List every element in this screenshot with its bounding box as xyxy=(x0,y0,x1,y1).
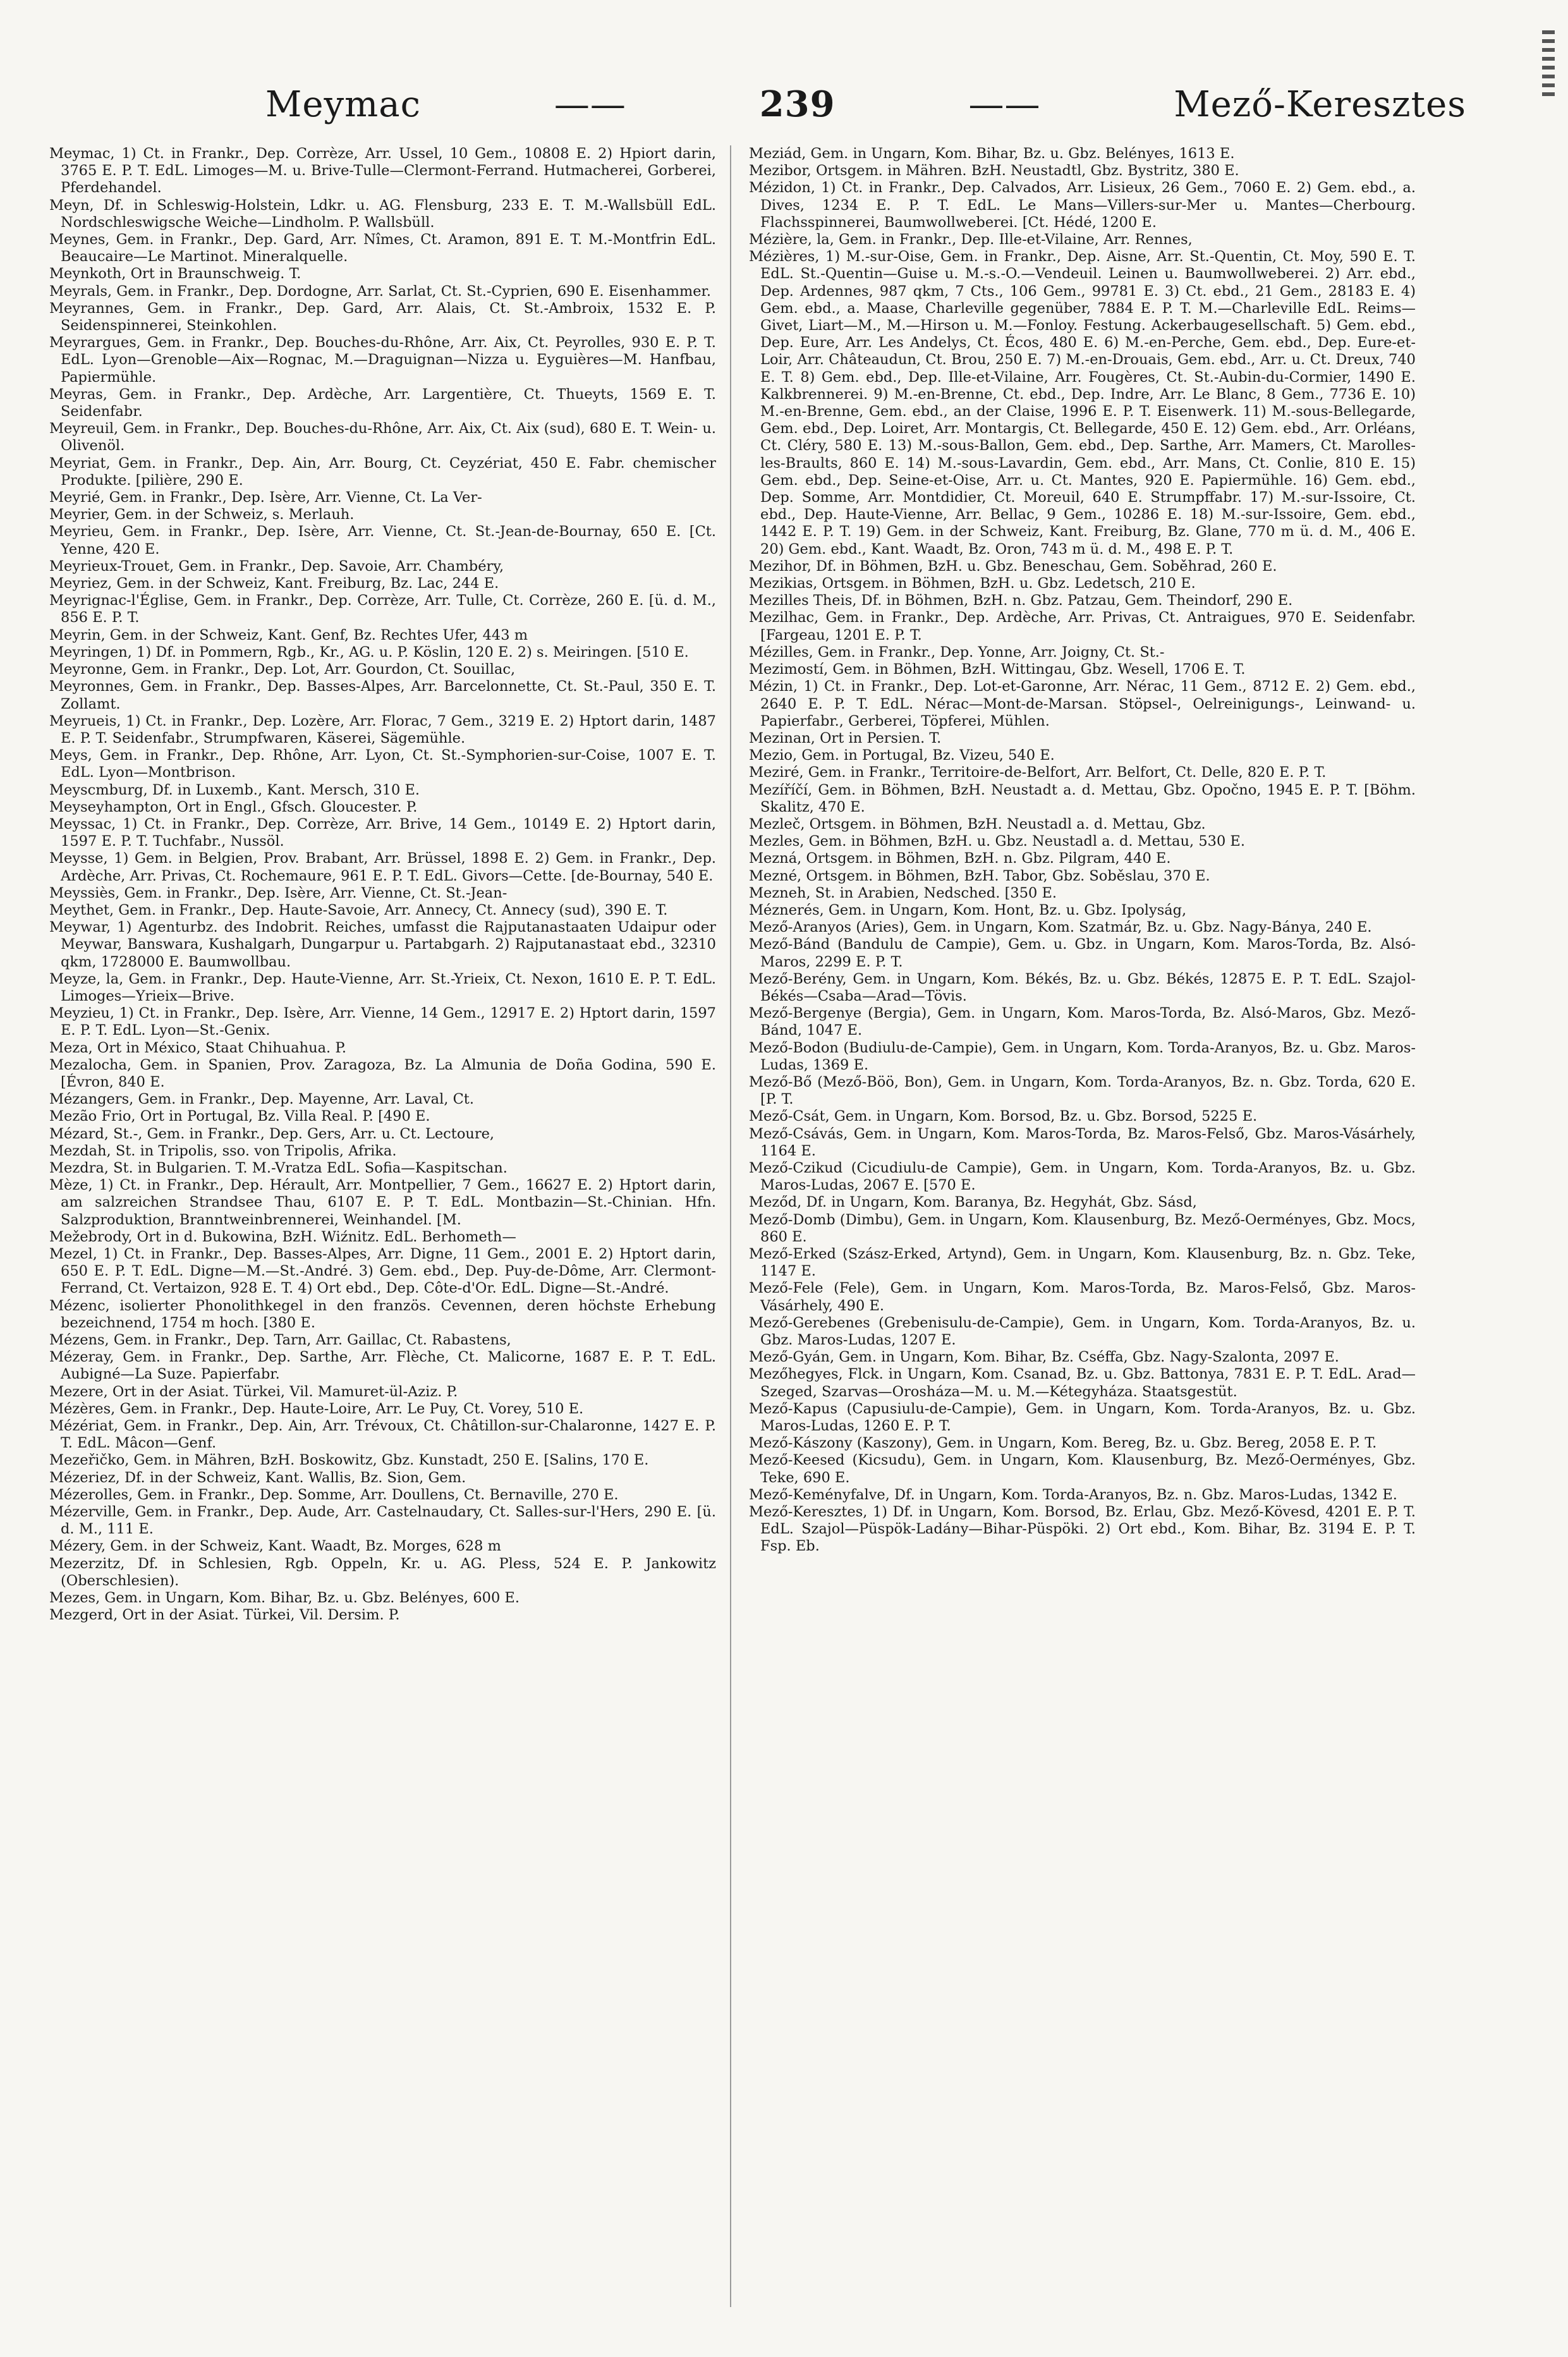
dictionary-entry: Mezilles Theis, Df. in Böhmen, BzH. n. Gbz. Patzau, Gem. Theindorf, 290 E. xyxy=(749,592,1293,609)
dictionary-entry: Mezere, Ort in der Asiat. Türkei, Vil. Mamuret-ül-Aziz. P. xyxy=(49,1383,458,1400)
dictionary-entry: Mező-Fele (Fele), Gem. in Ungarn, Kom. Maros-Torda, Bz. Maros-Felső, Gbz. Maros-Vásárhely, 490 E. xyxy=(749,1280,1416,1314)
dictionary-entry: Mezerzitz, Df. in Schlesien, Rgb. Oppeln, Kr. u. AG. Pless, 524 E. P. Jankowitz (Oberschlesien). xyxy=(49,1555,716,1589)
dictionary-entry: Meyronnes, Gem. in Frankr., Dep. Basses-Alpes, Arr. Barcelonnette, Ct. St.-Paul, 350 E. T. Zollamt. xyxy=(49,678,716,712)
dictionary-entry: Meyrieux-Trouet, Gem. in Frankr., Dep. Savoie, Arr. Chambéry, xyxy=(49,557,504,575)
dictionary-entry: Meyscmburg, Df. in Luxemb., Kant. Mersch, 310 E. xyxy=(49,781,420,798)
margin-ruler-marks xyxy=(1542,25,1561,215)
dictionary-entry: Mezeřičko, Gem. in Mähren, BzH. Boskowitz, Gbz. Kunstadt, 250 E. [Salins, 170 E. xyxy=(49,1452,649,1469)
dictionary-entry: Mezles, Gem. in Böhmen, BzH. u. Gbz. Neustadl a. d. Mettau, 530 E. xyxy=(749,833,1245,850)
dictionary-entry: Meyrannes, Gem. in Frankr., Dep. Gard, Arr. Alais, Ct. St.-Ambroix, 1532 E. P. Seidenspinnerei, Steinkohlen. xyxy=(49,300,716,334)
dictionary-entry: Mezibor, Ortsgem. in Mähren. BzH. Neustadtl, Gbz. Bystritz, 380 E. xyxy=(749,162,1239,180)
dictionary-entry: Mežebrody, Ort in d. Bukowina, BzH. Wiźnitz. EdL. Berhometh— xyxy=(49,1228,516,1245)
page-header xyxy=(265,70,1466,139)
dictionary-entry: Mézières, 1) M.-sur-Oise, Gem. in Frankr., Dep. Aisne, Arr. St.-Quentin, Ct. Moy, 590 E. T. EdL. St.-Quentin—Guise u. M.-s.-O.—Vendeuil. Leinen u. Baumwollweberei. 2) Arr. ebd., Dep. Ardennes, 987 qkm, 7 Cts., 106 Gem., 99781 E. 3) Ct. ebd., 21 Gem., 28183 E. 4) Gem. ebd., a. Maase, Charleville gegenüber, 7884 E. P. T. M.—Charleville EdL. Reims—Givet, Liart—M., M.—Hirson u. M.—Fonloy. Festung. Ackerbaugesellschaft. 5) Gem. ebd., Dep. Eure, Arr. Les Andelys, Ct. Écos, 480 E. 6) M.-en-Perche, Gem. ebd., Dep. Eure-et-Loir, Arr. Châteaudun, Ct. Brou, 250 E. 7) M.-en-Drouais, Gem. ebd., Arr. u. Ct. Dreux, 740 E. T. 8) Gem. ebd., Dep. Ille-et-Vilaine, Arr. Fougères, Ct. St.-Aubin-du-Cormier, 1490 E. Kalkbrennerei. 9) M.-en-Brenne, Ct. ebd., Dep. Indre, Arr. Le Blanc, 8 Gem., 7736 E. 10) M.-en-Brenne, Gem. ebd., an der Claise, 1996 E. P. T. Eisenwerk. 11) M.-sous-Bellegarde, Gem. ebd., Dep. Loiret, Arr. Montargis, Ct. Bellegarde, 450 E. 12) Gem. ebd., Arr. Orléans, Ct. Cléry, 580 E. 13) M.-sous-Ballon, Gem. ebd., Dep. Sarthe, Arr. Mamers, Ct. Marolles-les-Braults, 860 E. 14) M.-sous-Lavardin, Gem. ebd., Arr. Mans, Ct. Conlie, 810 E. 15) Gem. ebd., Dep. Seine-et-Oise, Arr. u. Ct. Mantes, 920 E. Papiermühle. 16) Gem. ebd., Dep. Somme, Arr. Montdidier, Ct. Moreuil, 640 E. Strumpffabr. 17) M.-sur-Issoire, Ct. ebd., Dep. Haute-Vienne, Arr. Bellac, 9 Gem., 10286 E. 18) M.-sur-Issoire, Gem. ebd., 1442 E. P. T. 19) Gem. in der Schweiz, Kant. Freiburg, Bz. Glane, 770 m ü. d. M., 406 E. 20) Gem. ebd., Kant. Waadt, Bz. Oron, 743 m ü. d. M., 498 E. P. T. xyxy=(749,248,1416,557)
dictionary-entry: Meyrignac-l'Église, Gem. in Frankr., Dep. Corrèze, Arr. Tulle, Ct. Corrèze, 260 E. [ü. d. M., 856 E. P. T. xyxy=(49,592,716,626)
dictionary-entry: Meyriez, Gem. in der Schweiz, Kant. Freiburg, Bz. Lac, 244 E. xyxy=(49,575,499,592)
header-dash-right: —— xyxy=(968,83,1041,125)
dictionary-entry: Mézens, Gem. in Frankr., Dep. Tarn, Arr. Gaillac, Ct. Rabastens, xyxy=(49,1332,511,1349)
dictionary-entry: Mézerolles, Gem. in Frankr., Dep. Somme, Arr. Doullens, Ct. Bernaville, 270 E. xyxy=(49,1486,619,1503)
dictionary-entry: Meysse, 1) Gem. in Belgien, Prov. Brabant, Arr. Brüssel, 1898 E. 2) Gem. in Frankr., Dep. Ardèche, Arr. Privas, Ct. Rochemaure, 961 E. P. T. EdL. Givors—Cette. [de-Bournay, 540 E. xyxy=(49,850,716,884)
dictionary-entry: Mezimostí, Gem. in Böhmen, BzH. Wittingau, Gbz. Wesell, 1706 E. T. xyxy=(749,661,1246,678)
dictionary-entry: Mező-Bő (Mező-Böö, Bon), Gem. in Ungarn, Kom. Torda-Aranyos, Bz. n. Gbz. Torda, 620 E. [P. T. xyxy=(749,1073,1416,1108)
dictionary-entry: Mező-Kászony (Kaszony), Gem. in Ungarn, Kom. Bereg, Bz. u. Gbz. Bereg, 2058 E. P. T. xyxy=(749,1435,1377,1452)
dictionary-entry: Mező-Bergenye (Bergia), Gem. in Ungarn, Kom. Maros-Torda, Bz. Alsó-Maros, Gbz. Mező-Bánd, 1047 E. xyxy=(749,1005,1416,1039)
dictionary-entry: Mezinan, Ort in Persien. T. xyxy=(749,729,942,746)
dictionary-entry: Mézerville, Gem. in Frankr., Dep. Aude, Arr. Castelnaudary, Ct. Salles-sur-l'Hers, 290 E. [ü. d. M., 111 E. xyxy=(49,1504,716,1538)
dictionary-entry: Mező-Czikud (Cicudiulu-de Campie), Gem. in Ungarn, Kom. Torda-Aranyos, Bz. u. Gbz. Maros-Ludas, 2067 E. [570 E. xyxy=(749,1159,1416,1194)
dictionary-entry: Mezdra, St. in Bulgarien. T. M.-Vratza EdL. Sofia—Kaspitschan. xyxy=(49,1159,507,1176)
column-divider xyxy=(730,145,731,2307)
dictionary-entry: Mező-Domb (Dimbu), Gem. in Ungarn, Kom. Klausenburg, Bz. Mező-Oerményes, Gbz. Mocs, 860 E. xyxy=(749,1211,1416,1245)
dictionary-entry: Meyssiès, Gem. in Frankr., Dep. Isère, Arr. Vienne, Ct. St.-Jean- xyxy=(49,884,507,901)
dictionary-entry: Meyrueis, 1) Ct. in Frankr., Dep. Lozère, Arr. Florac, 7 Gem., 3219 E. 2) Hptort darin, 1487 E. P. T. Seidenfabr., Strumpfwaren, Käserei, Sägemühle. xyxy=(49,712,716,746)
dictionary-entry: Mező-Gerebenes (Grebenisulu-de-Campie), Gem. in Ungarn, Kom. Torda-Aranyos, Bz. u. Gbz. Maros-Ludas, 1207 E. xyxy=(749,1314,1416,1349)
dictionary-entry: Mezíříčí, Gem. in Böhmen, BzH. Neustadt a. d. Mettau, Gbz. Opočno, 1945 E. P. T. [Böhm. Skalitz, 470 E. xyxy=(749,781,1416,815)
right-column xyxy=(749,145,1416,2320)
header-right-word: Mező-Keresztes xyxy=(1174,83,1466,125)
dictionary-entry: Mező-Csát, Gem. in Ungarn, Kom. Borsod, Bz. u. Gbz. Borsod, 5225 E. xyxy=(749,1108,1258,1125)
dictionary-entry: Meyrargues, Gem. in Frankr., Dep. Bouches-du-Rhône, Arr. Aix, Ct. Peyrolles, 930 E. P. T. EdL. Lyon—Grenoble—Aix—Rognac, M.—Draguignan—Nizza u. Eyguières—M. Hanfbau, Papiermühle. xyxy=(49,334,716,386)
dictionary-entry: Mezdah, St. in Tripolis, sso. von Tripolis, Afrika. xyxy=(49,1142,397,1159)
dictionary-entry: Mező-Keresztes, 1) Df. in Ungarn, Kom. Borsod, Bz. Erlau, Gbz. Mező-Kövesd, 4201 E. P. T. EdL. Szajol—Püspök-Ladány—Bihar-Püspöki. 2) Ort ebd., Kom. Bihar, Bz. 3194 E. P. T. Fsp. Eb. xyxy=(749,1504,1416,1555)
dictionary-entry: Mezio, Gem. in Portugal, Bz. Vizeu, 540 E. xyxy=(749,747,1055,764)
dictionary-entry: Mezná, Ortsgem. in Böhmen, BzH. n. Gbz. Pilgram, 440 E. xyxy=(749,850,1171,867)
dictionary-entry: Meyras, Gem. in Frankr., Dep. Ardèche, Arr. Largentière, Ct. Thueyts, 1569 E. T. Seidenfabr. xyxy=(49,386,716,420)
dictionary-entry: Mézery, Gem. in der Schweiz, Kant. Waadt, Bz. Morges, 628 m xyxy=(49,1538,501,1555)
dictionary-entry: Mező-Bodon (Budiulu-de-Campie), Gem. in Ungarn, Kom. Torda-Aranyos, Bz. u. Gbz. Maros-Ludas, 1369 E. xyxy=(749,1039,1416,1073)
dictionary-entry: Mézilles, Gem. in Frankr., Dep. Yonne, Arr. Joigny, Ct. St.- xyxy=(749,643,1165,661)
dictionary-entry: Meződ, Df. in Ungarn, Kom. Baranya, Bz. Hegyhát, Gbz. Sásd, xyxy=(749,1194,1197,1211)
dictionary-entry: Meziád, Gem. in Ungarn, Kom. Bihar, Bz. u. Gbz. Belényes, 1613 E. xyxy=(749,145,1235,162)
dictionary-entry: Meythet, Gem. in Frankr., Dep. Haute-Savoie, Arr. Annecy, Ct. Annecy (sud), 390 E. T. xyxy=(49,901,668,918)
dictionary-entry: Meynkoth, Ort in Braunschweig. T. xyxy=(49,265,301,283)
dictionary-entry: Meyrié, Gem. in Frankr., Dep. Isère, Arr. Vienne, Ct. La Ver- xyxy=(49,489,482,506)
dictionary-entry: Mèze, 1) Ct. in Frankr., Dep. Hérault, Arr. Montpellier, 7 Gem., 16627 E. 2) Hptort darin, am salzreichen Strandsee Thau, 6107 E. P. T. EdL. Montbazin—St.-Chinian. Hfn. Salzproduktion, Branntweinbrennerei, Weinhandel. [M. xyxy=(49,1177,716,1228)
dictionary-entry: Mezes, Gem. in Ungarn, Kom. Bihar, Bz. u. Gbz. Belényes, 600 E. xyxy=(49,1590,520,1607)
dictionary-entry: Meyze, la, Gem. in Frankr., Dep. Haute-Vienne, Arr. St.-Yrieix, Ct. Nexon, 1610 E. P. T. EdL. Limoges—Yrieix—Brive. xyxy=(49,970,716,1004)
dictionary-entry: Mezão Frio, Ort in Portugal, Bz. Villa Real. P. [490 E. xyxy=(49,1108,430,1125)
dictionary-entry: Meyssac, 1) Ct. in Frankr., Dep. Corrèze, Arr. Brive, 14 Gem., 10149 E. 2) Hptort darin, 1597 E. P. T. Tuchfabr., Nussöl. xyxy=(49,815,716,850)
dictionary-entry: Mézères, Gem. in Frankr., Dep. Haute-Loire, Arr. Le Puy, Ct. Vorey, 510 E. xyxy=(49,1400,584,1417)
dictionary-entry: Meyn, Df. in Schleswig-Holstein, Ldkr. u. AG. Flensburg, 233 E. T. M.-Wallsbüll EdL. Nordschleswigsche Weiche—Lindholm. P. Wallsbüll. xyxy=(49,197,716,231)
dictionary-entry: Mező-Keesed (Kicsudu), Gem. in Ungarn, Kom. Klausenburg, Bz. Mező-Oerményes, Gbz. Teke, 690 E. xyxy=(749,1452,1416,1486)
dictionary-entry: Mező-Keményfalve, Df. in Ungarn, Kom. Torda-Aranyos, Bz. n. Gbz. Maros-Ludas, 1342 E. xyxy=(749,1486,1397,1503)
dictionary-entry: Mező-Aranyos (Aries), Gem. in Ungarn, Kom. Szatmár, Bz. u. Gbz. Nagy-Bánya, 240 E. xyxy=(749,919,1372,936)
dictionary-entry: Mézière, la, Gem. in Frankr., Dep. Ille-et-Vilaine, Arr. Rennes, xyxy=(749,231,1193,248)
page-number: 239 xyxy=(759,83,836,125)
dictionary-entry: Meymac, 1) Ct. in Frankr., Dep. Corrèze, Arr. Ussel, 10 Gem., 10808 E. 2) Hpiort darin, 3765 E. P. T. EdL. Limoges—M. u. Brive-Tulle—Clermont-Ferrand. Hutmacherei, Gorberei, Pferdehandel. xyxy=(49,145,716,197)
dictionary-entry: Meyrin, Gem. in der Schweiz, Kant. Genf, Bz. Rechtes Ufer, 443 m xyxy=(49,626,528,643)
dictionary-entry: Mező-Csávás, Gem. in Ungarn, Kom. Maros-Torda, Bz. Maros-Felső, Gbz. Maros-Vásárhely, 1164 E. xyxy=(749,1125,1416,1159)
dictionary-entry: Mézeriez, Df. in der Schweiz, Kant. Wallis, Bz. Sion, Gem. xyxy=(49,1469,466,1486)
dictionary-entry: Mezilhac, Gem. in Frankr., Dep. Ardèche, Arr. Privas, Ct. Antraigues, 970 E. Seidenfabr. [Fargeau, 1201 E. P. T. xyxy=(749,609,1416,643)
dictionary-entry: Meziré, Gem. in Frankr., Territoire-de-Belfort, Arr. Belfort, Ct. Delle, 820 E. P. T. xyxy=(749,764,1327,781)
dictionary-entry: Mezné, Ortsgem. in Böhmen, BzH. Tabor, Gbz. Soběslau, 370 E. xyxy=(749,867,1210,884)
dictionary-entry: Mézeray, Gem. in Frankr., Dep. Sarthe, Arr. Flèche, Ct. Malicorne, 1687 E. P. T. EdL. Aubigné—La Suze. Papierfabr. xyxy=(49,1349,716,1383)
dictionary-entry: Mézidon, 1) Ct. in Frankr., Dep. Calvados, Arr. Lisieux, 26 Gem., 7060 E. 2) Gem. ebd., a. Dives, 1234 E. P. T. EdL. Le Mans—Villers-sur-Mer u. Mantes—Cherbourg. Flachsspinnerei, Baumwollweberei. [Ct. Hédé, 1200 E. xyxy=(749,180,1416,231)
dictionary-entry: Meyriat, Gem. in Frankr., Dep. Ain, Arr. Bourg, Ct. Ceyzériat, 450 E. Fabr. chemischer Produkte. [pilière, 290 E. xyxy=(49,454,716,489)
dictionary-entry: Meyreuil, Gem. in Frankr., Dep. Bouches-du-Rhône, Arr. Aix, Ct. Aix (sud), 680 E. T. Wein- u. Olivenöl. xyxy=(49,420,716,454)
dictionary-entry: Mezikias, Ortsgem. in Böhmen, BzH. u. Gbz. Ledetsch, 210 E. xyxy=(749,575,1196,592)
dictionary-entry: Mező-Erked (Szász-Erked, Artynd), Gem. in Ungarn, Kom. Klausenburg, Bz. n. Gbz. Teke, 1147 E. xyxy=(749,1246,1416,1280)
dictionary-entry: Mézangers, Gem. in Frankr., Dep. Mayenne, Arr. Laval, Ct. xyxy=(49,1091,474,1108)
dictionary-entry: Mező-Gyán, Gem. in Ungarn, Kom. Bihar, Bz. Cséffa, Gbz. Nagy-Szalonta, 2097 E. xyxy=(749,1349,1339,1366)
left-column xyxy=(49,145,716,2320)
header-dash-left: —— xyxy=(554,83,626,125)
dictionary-entry: Mező-Berény, Gem. in Ungarn, Kom. Békés, Bz. u. Gbz. Békés, 12875 E. P. T. EdL. Szajol-Békés—Csaba—Arad—Tövis. xyxy=(749,970,1416,1004)
dictionary-entry: Mezleč, Ortsgem. in Böhmen, BzH. Neustadl a. d. Mettau, Gbz. xyxy=(749,815,1206,832)
dictionary-entry: Mézenc, isolierter Phonolithkegel in den französ. Cevennen, deren höchste Erhebung bezeichnend, 1754 m hoch. [380 E. xyxy=(49,1297,716,1331)
dictionary-entry: Meyringen, 1) Df. in Pommern, Rgb., Kr., AG. u. P. Köslin, 120 E. 2) s. Meiringen. [510 E. xyxy=(49,643,689,661)
dictionary-entry: Méznerés, Gem. in Ungarn, Kom. Hont, Bz. u. Gbz. Ipolyság, xyxy=(749,901,1187,918)
header-left-word: Meymac xyxy=(265,83,421,125)
dictionary-entry: Mézin, 1) Ct. in Frankr., Dep. Lot-et-Garonne, Arr. Nérac, 11 Gem., 8712 E. 2) Gem. ebd., 2640 E. P. T. EdL. Nérac—Mont-de-Marsan. Stöpsel-, Oelreinigungs-, Leinwand- u. Papierfabr., Gerberei, Töpferei, Mühlen. xyxy=(749,678,1416,729)
dictionary-entry: Meyronne, Gem. in Frankr., Dep. Lot, Arr. Gourdon, Ct. Souillac, xyxy=(49,661,516,678)
dictionary-entry: Mezneh, St. in Arabien, Nedsched. [350 E. xyxy=(749,884,1057,901)
dictionary-entry: Meywar, 1) Agenturbz. des Indobrit. Reiches, umfasst die Rajputanastaaten Udaipur oder Meywar, Banswara, Kushalgarh, Dungarpur u. Partabgarh. 2) Rajputanastaat ebd., 32310 qkm, 1728000 E. Baumwollbau. xyxy=(49,919,716,970)
dictionary-entry: Mezihor, Df. in Böhmen, BzH. u. Gbz. Beneschau, Gem. Soběhrad, 260 E. xyxy=(749,557,1277,575)
dictionary-entry: Meyrals, Gem. in Frankr., Dep. Dordogne, Arr. Sarlat, Ct. St.-Cyprien, 690 E. Eisenhammer. xyxy=(49,283,711,300)
dictionary-entry: Mézard, St.-, Gem. in Frankr., Dep. Gers, Arr. u. Ct. Lectoure, xyxy=(49,1125,495,1142)
dictionary-entry: Mező-Kapus (Capusiulu-de-Campie), Gem. in Ungarn, Kom. Torda-Aranyos, Bz. u. Gbz. Maros-Ludas, 1260 E. P. T. xyxy=(749,1400,1416,1435)
dictionary-entry: Mezőhegyes, Flck. in Ungarn, Kom. Csanad, Bz. u. Gbz. Battonya, 7831 E. P. T. EdL. Arad—Szeged, Szarvas—Orosháza—M. u. M.—Kétegyháza. Staatsgestüt. xyxy=(749,1366,1416,1400)
dictionary-entry: Meyrier, Gem. in der Schweiz, s. Merlauh. xyxy=(49,506,355,523)
dictionary-entry: Meyzieu, 1) Ct. in Frankr., Dep. Isère, Arr. Vienne, 14 Gem., 12917 E. 2) Hptort darin, 1597 E. P. T. EdL. Lyon—St.-Genix. xyxy=(49,1005,716,1039)
dictionary-entry: Mezgerd, Ort in der Asiat. Türkei, Vil. Dersim. P. xyxy=(49,1607,400,1624)
dictionary-entry: Mező-Bánd (Bandulu de Campie), Gem. u. Gbz. in Ungarn, Kom. Maros-Torda, Bz. Alsó-Maros, 2299 E. P. T. xyxy=(749,936,1416,970)
dictionary-entry: Mezel, 1) Ct. in Frankr., Dep. Basses-Alpes, Arr. Digne, 11 Gem., 2001 E. 2) Hptort darin, 650 E. P. T. EdL. Digne—M.—St.-André. 3) Gem. ebd., Dep. Puy-de-Dôme, Arr. Clermont-Ferrand, Ct. Vertaizon, 928 E. T. 4) Ort ebd., Dep. Côte-d'Or. EdL. Digne—St.-André. xyxy=(49,1246,716,1297)
dictionary-entry: Meyrieu, Gem. in Frankr., Dep. Isère, Arr. Vienne, Ct. St.-Jean-de-Bournay, 650 E. [Ct. Yenne, 420 E. xyxy=(49,523,716,557)
dictionary-entry: Meys, Gem. in Frankr., Dep. Rhône, Arr. Lyon, Ct. St.-Symphorien-sur-Coise, 1007 E. T. EdL. Lyon—Montbrison. xyxy=(49,747,716,781)
dictionary-entry: Meyseyhampton, Ort in Engl., Gfsch. Gloucester. P. xyxy=(49,798,418,815)
dictionary-entry: Mézériat, Gem. in Frankr., Dep. Ain, Arr. Trévoux, Ct. Châtillon-sur-Chalaronne, 1427 E. P. T. EdL. Mâcon—Genf. xyxy=(49,1418,716,1452)
dictionary-entry: Meynes, Gem. in Frankr., Dep. Gard, Arr. Nîmes, Ct. Aramon, 891 E. T. M.-Montfrin EdL. Beaucaire—Le Martinot. Mineralquelle. xyxy=(49,231,716,265)
dictionary-entry: Mezalocha, Gem. in Spanien, Prov. Zaragoza, Bz. La Almunia de Doña Godina, 590 E. [Évron, 840 E. xyxy=(49,1056,716,1090)
dictionary-entry: Meza, Ort in México, Staat Chihuahua. P. xyxy=(49,1039,347,1056)
